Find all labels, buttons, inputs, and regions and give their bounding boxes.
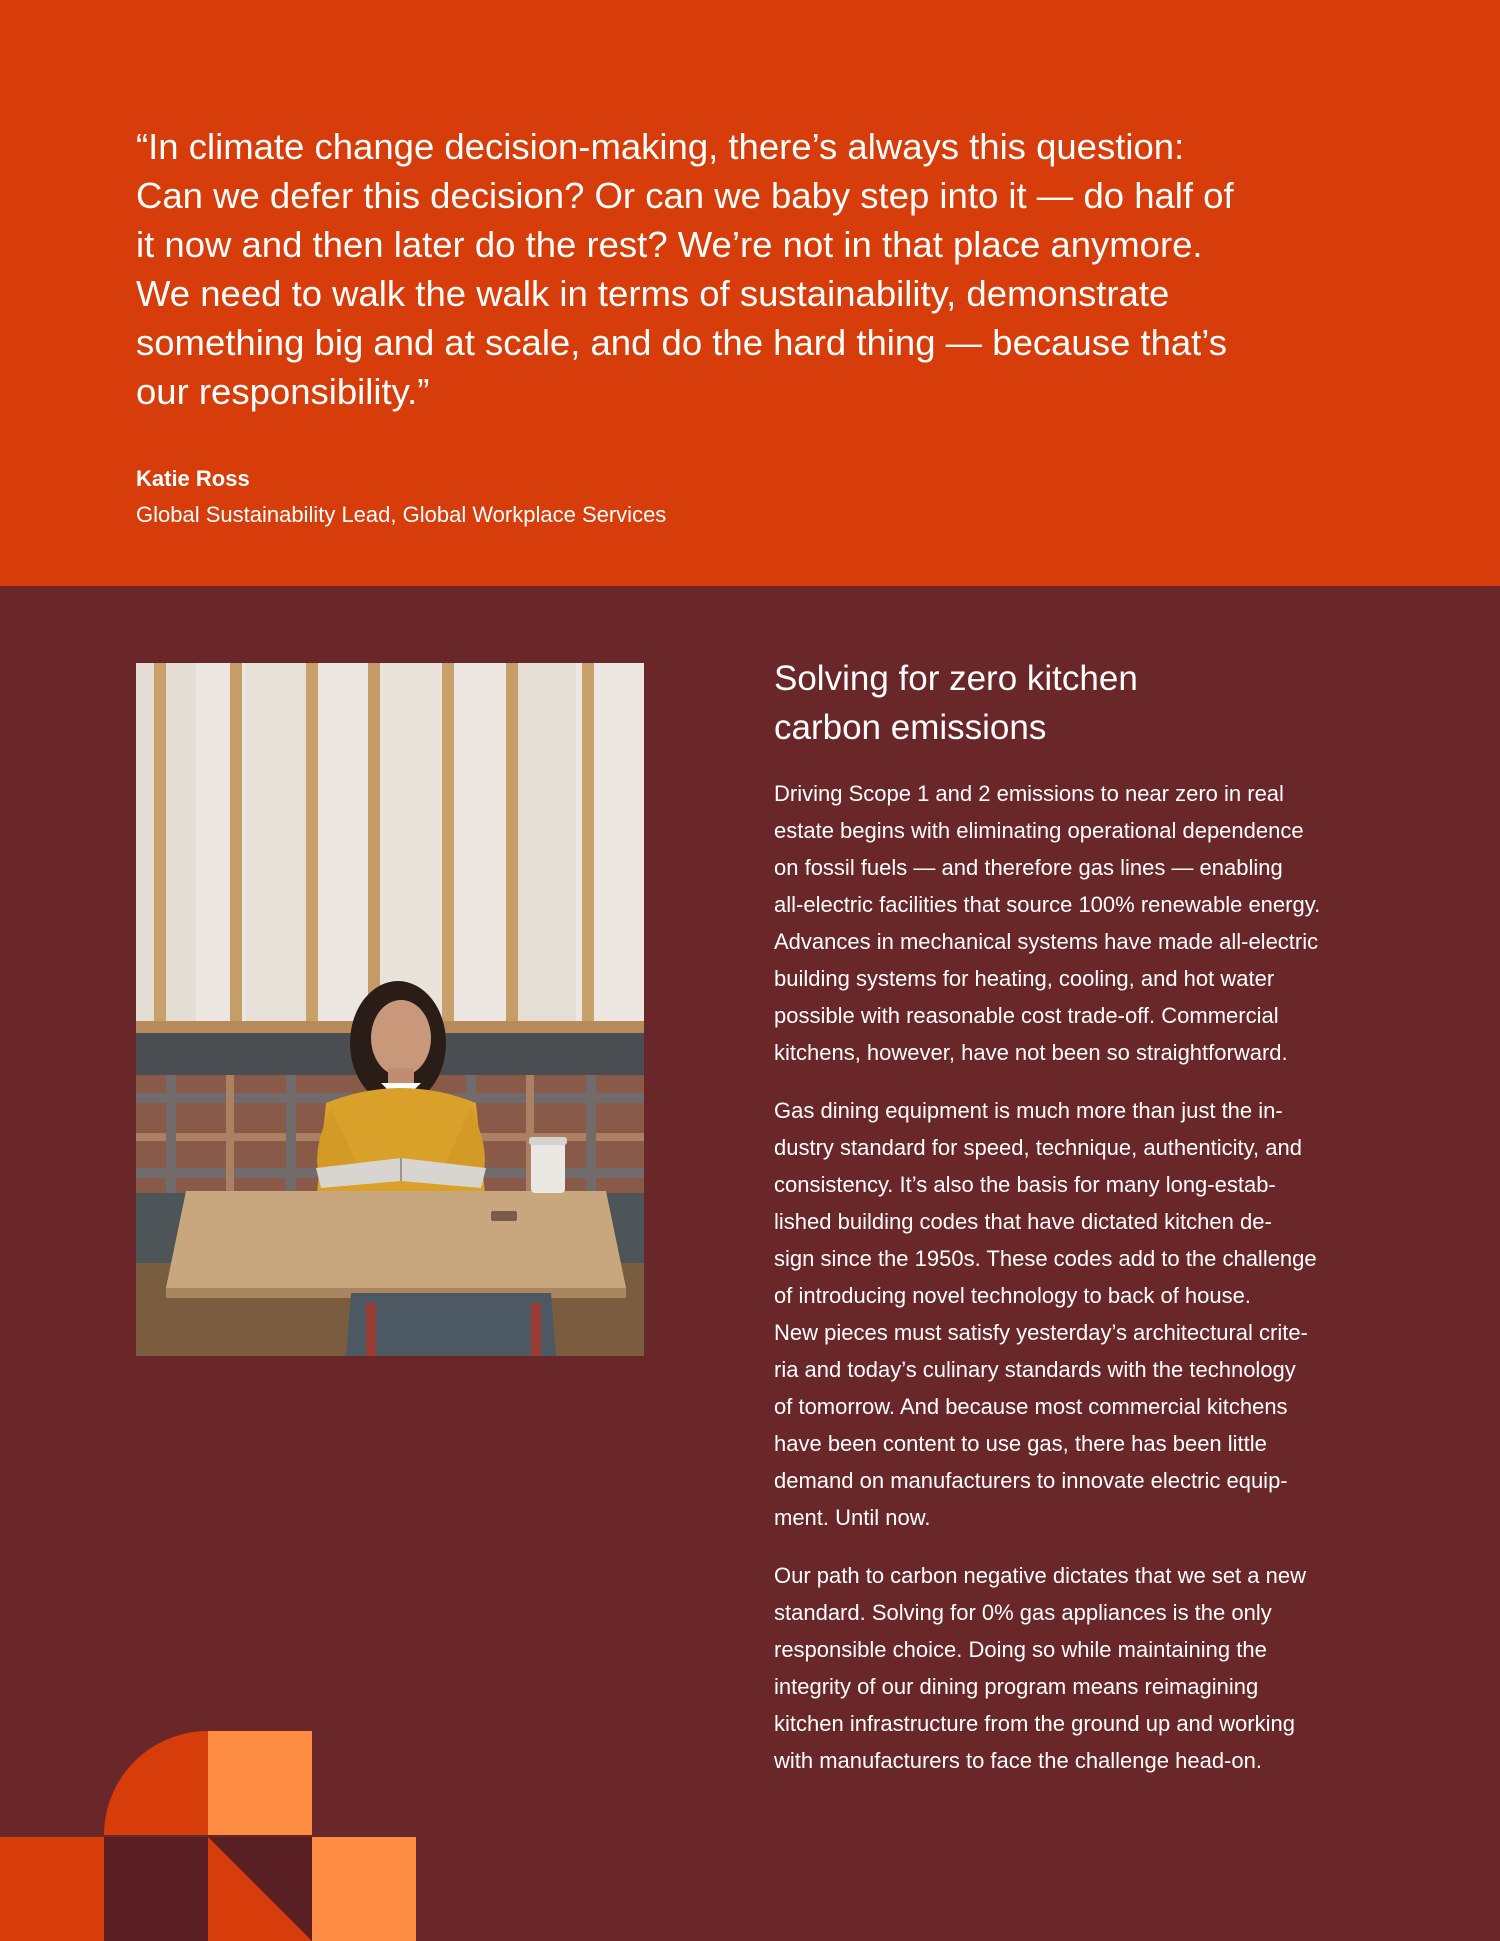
decorative-shapes [0, 1730, 420, 1941]
decorative-square-orange [0, 1837, 104, 1941]
decorative-square-light-2 [312, 1837, 416, 1941]
article-paragraph: Driving Scope 1 and 2 emissions to near zero in real estate begins with eliminating operational dependence on fossil fuels — and therefore gas lines — enabling all-electric facilities that source 100% renewable energy. Advances in mechanical systems have made all-electric building systems for heating, cooling, and hot water possible with reasonable cost trade-off. Commercial kitchens, however, have not been so straightforward. [774, 781, 1321, 1065]
article-body [774, 775, 1379, 1800]
pull-quote: “In climate change decision-making, there’s always this question: Can we defer this decision? Or can we baby step into it — do half of it now and then later do the rest? We’re not in that place anymore. We need to walk the walk in terms of sustainability, demonstrate something big and at scale, and do the hard thing — because that’s our responsibility.” [136, 126, 1234, 412]
photo-woman-reading [136, 663, 644, 1356]
decorative-square-dark [104, 1837, 208, 1941]
quote-author: Katie Ross [136, 466, 250, 491]
quote-author-role: Global Sustainability Lead, Global Workplace Services [136, 502, 667, 527]
photo-illustration [136, 663, 644, 1356]
article-paragraph: Our path to carbon negative dictates that we set a new standard. Solving for 0% gas appliances is the only responsible choice. Doing so while maintaining the integrity of our dining program means reimagining kitchen infrastructure from the ground up and working with manufacturers to face the challenge head-on. [774, 1563, 1306, 1773]
decorative-square-light [208, 1731, 312, 1835]
article-heading: Solving for zero kitchen carbon emissions [774, 659, 1138, 747]
decorative-quarter-circle [104, 1731, 208, 1835]
quote-banner [0, 0, 1500, 586]
article-paragraph: Gas dining equipment is much more than just the in- dustry standard for speed, technique, authenticity, and consistency. It’s also the basis for many long-estab- lished building codes that have dictated kitchen de- sign since the 1950s. These codes add to the challenge of introducing novel technology to back of house. New pieces must satisfy yesterday’s architectural crite- ria and today’s culinary standards with the technology of tomorrow. And because most commercial kitchens have been content to use gas, there has been little demand on manufacturers to innovate electric equip- ment. Until now. [774, 1098, 1317, 1530]
